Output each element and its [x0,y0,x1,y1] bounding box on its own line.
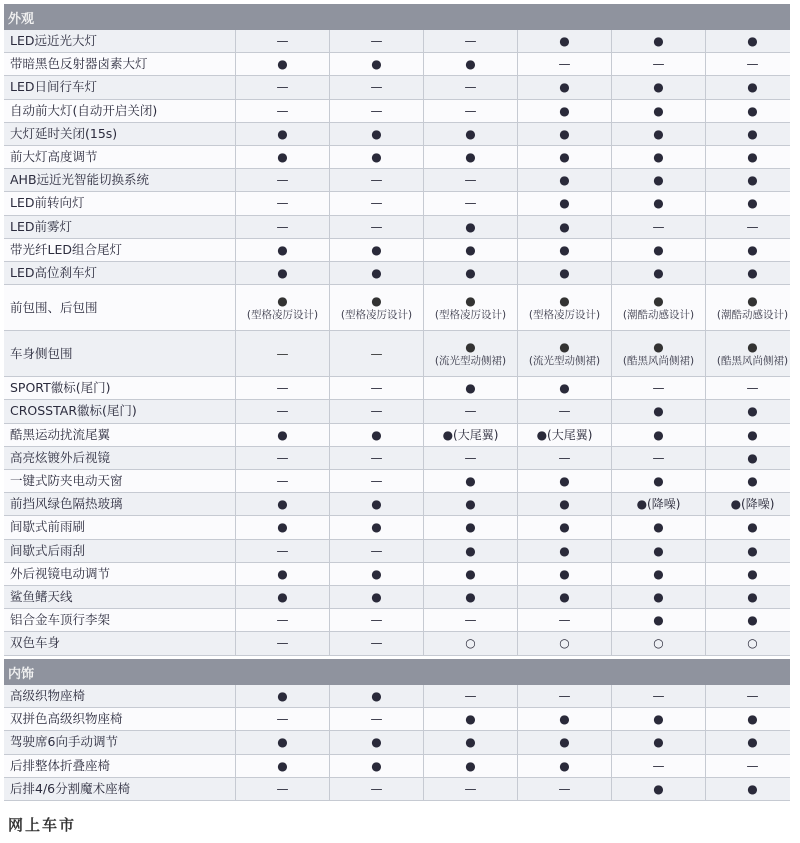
spec-cell: ● [612,586,706,608]
spec-cell: ● [706,76,790,98]
spec-cell: ●(大尾翼) [518,424,612,446]
row-label: LED远近光大灯 [4,30,236,52]
row-label: AHB远近光智能切换系统 [4,169,236,191]
spec-cell: ● [330,755,424,777]
row-label: LED日间行车灯 [4,76,236,98]
spec-cell: ● [236,424,330,446]
spec-cell: ● [706,708,790,730]
spec-cell: ● [330,493,424,515]
spec-cell: ● [236,53,330,75]
row-label: 酷黑运动扰流尾翼 [4,424,236,446]
spec-mark: ● [371,293,382,308]
spec-cell: ● [706,239,790,261]
row-label: 车身侧包围 [4,331,236,376]
spec-cell: ● [612,400,706,422]
spec-cell: ● [330,563,424,585]
table-row [4,123,790,146]
row-label: 双拼色高级织物座椅 [4,708,236,730]
spec-cell: — [236,470,330,492]
table-row [4,447,790,470]
spec-cell: ● [236,146,330,168]
spec-cell: — [612,685,706,707]
spec-cell: ● [518,239,612,261]
table-row [4,192,790,215]
table-row [4,755,790,778]
spec-cell: ● [518,123,612,145]
spec-cell: ● [518,708,612,730]
spec-note: (型格凌厉设计) [528,308,601,321]
spec-sheet [4,4,790,810]
spec-cell: ● [330,146,424,168]
spec-cell [424,285,518,330]
spec-cell: — [236,609,330,631]
row-label: LED高位刹车灯 [4,262,236,284]
spec-mark: — [370,346,383,361]
table-row [4,609,790,632]
spec-cell: ● [706,563,790,585]
spec-cell: ○ [518,632,612,654]
spec-cell: ● [518,755,612,777]
spec-cell: — [236,708,330,730]
spec-cell: ● [706,262,790,284]
spec-cell: — [706,377,790,399]
spec-cell: ● [330,424,424,446]
spec-cell: — [236,540,330,562]
spec-cell: ●(大尾翼) [424,424,518,446]
spec-cell: ○ [424,632,518,654]
spec-cell: ● [706,731,790,753]
spec-cell: — [236,76,330,98]
spec-cell: ● [236,685,330,707]
row-label: 前挡风绿色隔热玻璃 [4,493,236,515]
table-row [4,424,790,447]
spec-note: (酷黑风尚侧裙) [716,354,789,367]
spec-mark: — [276,346,289,361]
row-label: 前大灯高度调节 [4,146,236,168]
spec-cell: ○ [706,632,790,654]
spec-cell: ● [330,685,424,707]
spec-cell: ● [518,516,612,538]
spec-cell: ● [236,123,330,145]
spec-cell: ● [612,123,706,145]
row-label: 鲨鱼鳍天线 [4,586,236,608]
row-label: 铝合金车顶行李架 [4,609,236,631]
spec-note: (型格凌厉设计) [434,308,507,321]
spec-cell: — [706,685,790,707]
spec-cell: ● [518,586,612,608]
spec-cell: ● [612,516,706,538]
spec-mark: ● [559,339,570,354]
spec-cell: ● [612,76,706,98]
spec-cell [518,331,612,376]
row-label: 外后视镜电动调节 [4,563,236,585]
spec-cell: — [236,778,330,800]
row-label: LED前雾灯 [4,216,236,238]
spec-cell: — [518,609,612,631]
spec-cell: ● [706,447,790,469]
spec-cell: ● [518,540,612,562]
spec-mark: ● [277,293,288,308]
spec-cell: ● [518,563,612,585]
spec-cell: — [424,76,518,98]
spec-note: (型格凌厉设计) [246,308,319,321]
row-label: 带暗黑色反射器卤素大灯 [4,53,236,75]
spec-note: (流光型动侧裙) [528,354,601,367]
spec-cell: — [612,216,706,238]
table-row [4,100,790,123]
spec-cell [612,331,706,376]
spec-cell: — [330,169,424,191]
spec-cell: ● [424,123,518,145]
spec-cell: ● [330,239,424,261]
spec-cell: ● [612,30,706,52]
spec-cell: — [612,755,706,777]
spec-cell: ● [706,609,790,631]
spec-cell: ● [236,731,330,753]
spec-cell: — [612,53,706,75]
spec-cell: ● [330,262,424,284]
spec-cell [612,285,706,330]
spec-cell: — [330,76,424,98]
spec-cell: — [236,192,330,214]
table-row [4,632,790,655]
row-label: 间歇式前雨刷 [4,516,236,538]
spec-cell [424,331,518,376]
spec-mark: ● [747,339,758,354]
spec-cell: ● [518,100,612,122]
section-header-1: 内饰 [4,659,790,685]
row-label: 一键式防夹电动天窗 [4,470,236,492]
spec-cell [518,285,612,330]
spec-cell: — [236,169,330,191]
spec-cell: — [330,216,424,238]
spec-cell: — [424,778,518,800]
spec-cell: ● [236,493,330,515]
spec-cell: ● [612,609,706,631]
spec-cell [330,331,424,376]
spec-cell: ● [612,100,706,122]
row-label: 驾驶席6向手动调节 [4,731,236,753]
table-row [4,76,790,99]
spec-cell: ● [612,540,706,562]
spec-cell: ● [612,424,706,446]
spec-cell: — [330,377,424,399]
table-row [4,708,790,731]
table-row [4,778,790,801]
spec-note: (流光型动侧裙) [434,354,507,367]
spec-cell: ● [706,778,790,800]
spec-cell [706,331,790,376]
spec-note: (酷黑风尚侧裙) [622,354,695,367]
row-label: CROSSTAR徽标(尾门) [4,400,236,422]
spec-cell: ● [424,146,518,168]
spec-cell: — [518,53,612,75]
row-label: 带光纤LED组合尾灯 [4,239,236,261]
spec-cell: ● [612,731,706,753]
section-header-0: 外观 [4,4,790,30]
spec-cell [236,285,330,330]
spec-cell: — [236,30,330,52]
spec-cell: ● [424,262,518,284]
spec-cell: ● [424,493,518,515]
spec-note: (潮酷动感设计) [716,308,789,321]
table-row [4,586,790,609]
spec-cell: ● [518,377,612,399]
spec-cell: ● [612,239,706,261]
spec-cell: — [424,192,518,214]
spec-cell: — [424,169,518,191]
spec-mark: ● [465,339,476,354]
row-label: 前包围、后包围 [4,285,236,330]
spec-cell: ● [706,586,790,608]
watermark-text: 网上车市 [8,816,77,834]
spec-cell: ● [706,540,790,562]
spec-cell: — [424,685,518,707]
spec-cell: ● [424,377,518,399]
spec-cell: ● [236,516,330,538]
spec-cell: ● [518,192,612,214]
spec-cell: — [330,540,424,562]
spec-cell: — [330,100,424,122]
spec-cell: ● [706,30,790,52]
spec-cell: ● [424,755,518,777]
spec-cell: ● [612,169,706,191]
table-row [4,563,790,586]
spec-cell: — [236,632,330,654]
spec-cell: — [236,400,330,422]
row-label: 间歇式后雨刮 [4,540,236,562]
spec-cell: — [330,708,424,730]
table-row [4,239,790,262]
spec-cell [330,285,424,330]
spec-cell: ● [424,540,518,562]
table-row [4,516,790,539]
row-label: 高亮炫镀外后视镜 [4,447,236,469]
spec-cell: ● [706,424,790,446]
table-row [4,30,790,53]
spec-cell: ● [612,470,706,492]
spec-cell: ● [706,516,790,538]
table-row [4,493,790,516]
table-row [4,331,790,377]
spec-cell: ●(降噪) [706,493,790,515]
spec-cell: ○ [612,632,706,654]
spec-cell: ● [518,493,612,515]
spec-cell: ● [424,586,518,608]
spec-cell: ● [706,146,790,168]
spec-cell: — [236,216,330,238]
spec-cell: ● [518,731,612,753]
spec-cell: ● [424,563,518,585]
row-label: 大灯延时关闭(15s) [4,123,236,145]
spec-cell: ● [236,262,330,284]
spec-cell: ● [424,239,518,261]
spec-cell: — [330,778,424,800]
spec-mark: ● [747,293,758,308]
spec-note: (型格凌厉设计) [340,308,413,321]
table-row [4,400,790,423]
spec-cell: ● [612,708,706,730]
spec-cell: — [706,216,790,238]
spec-cell: ● [424,53,518,75]
spec-cell: ● [424,516,518,538]
spec-cell: — [330,609,424,631]
table-row [4,377,790,400]
spec-cell: ● [706,470,790,492]
spec-cell: ● [612,146,706,168]
row-label: LED前转向灯 [4,192,236,214]
row-label: 高级织物座椅 [4,685,236,707]
spec-mark: ● [653,293,664,308]
spec-cell [706,285,790,330]
spec-cell: — [424,400,518,422]
spec-cell: — [330,470,424,492]
spec-cell: ● [612,778,706,800]
spec-cell: ● [330,123,424,145]
spec-cell: ● [236,563,330,585]
spec-cell: ● [706,169,790,191]
table-row [4,470,790,493]
spec-cell: — [236,447,330,469]
spec-cell: ● [330,586,424,608]
table-row [4,262,790,285]
spec-cell: ● [236,586,330,608]
spec-cell: — [330,192,424,214]
spec-cell: — [330,400,424,422]
spec-cell: ● [236,239,330,261]
row-label: 后排4/6分割魔术座椅 [4,778,236,800]
spec-cell: ●(降噪) [612,493,706,515]
spec-note: (潮酷动感设计) [622,308,695,321]
spec-cell: — [330,447,424,469]
spec-cell: ● [706,192,790,214]
spec-cell: ● [518,470,612,492]
spec-cell: — [518,447,612,469]
spec-cell [236,331,330,376]
spec-cell: — [330,632,424,654]
spec-cell: ● [424,708,518,730]
row-label: 后排整体折叠座椅 [4,755,236,777]
spec-cell: ● [612,262,706,284]
spec-cell: — [424,100,518,122]
spec-cell: ● [518,169,612,191]
spec-cell: ● [518,30,612,52]
spec-mark: ● [465,293,476,308]
spec-cell: — [518,778,612,800]
spec-cell: ● [706,123,790,145]
spec-cell: ● [424,731,518,753]
table-row [4,285,790,331]
spec-cell: ● [706,100,790,122]
spec-mark: ● [559,293,570,308]
spec-cell: ● [330,53,424,75]
table-row [4,53,790,76]
spec-cell: ● [518,76,612,98]
spec-cell: — [706,755,790,777]
table-row [4,146,790,169]
table-row [4,731,790,754]
spec-cell: ● [518,216,612,238]
spec-cell: — [424,30,518,52]
table-row [4,540,790,563]
spec-cell: — [612,377,706,399]
row-label: 双色车身 [4,632,236,654]
spec-cell: ● [518,146,612,168]
spec-cell: ● [330,516,424,538]
spec-cell: — [706,53,790,75]
spec-cell: — [236,377,330,399]
spec-cell: ● [236,755,330,777]
spec-cell: ● [612,192,706,214]
spec-cell: ● [424,470,518,492]
spec-cell: — [236,100,330,122]
table-row [4,685,790,708]
spec-mark: ● [653,339,664,354]
table-row [4,169,790,192]
spec-cell: ● [330,731,424,753]
spec-cell: — [518,400,612,422]
table-row [4,216,790,239]
spec-cell: ● [518,262,612,284]
row-label: SPORT徽标(尾门) [4,377,236,399]
spec-cell: — [612,447,706,469]
spec-cell: ● [424,216,518,238]
row-label: 自动前大灯(自动开启关闭) [4,100,236,122]
spec-cell: — [424,447,518,469]
spec-cell: ● [612,563,706,585]
spec-cell: ● [706,400,790,422]
spec-cell: — [518,685,612,707]
spec-cell: — [330,30,424,52]
spec-cell: — [424,609,518,631]
